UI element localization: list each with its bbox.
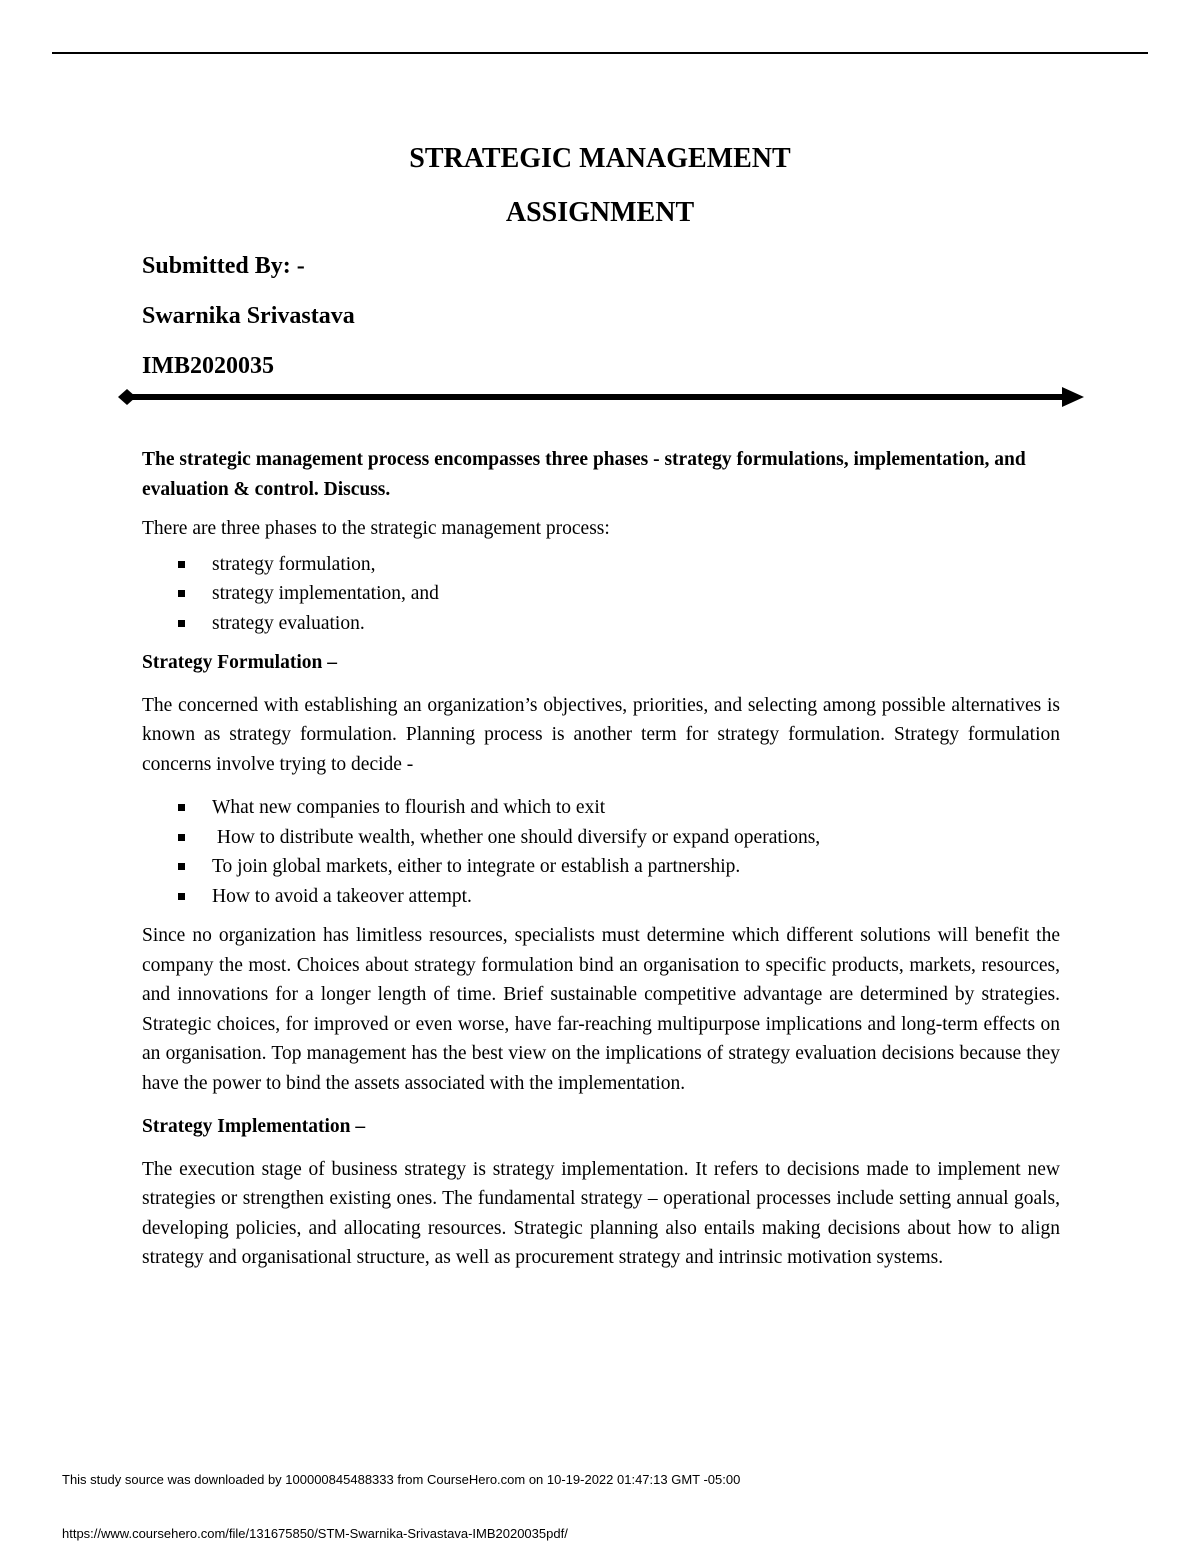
section-heading-implementation: Strategy Implementation – <box>142 1116 366 1137</box>
list-item: strategy evaluation. <box>142 609 1060 639</box>
arrow-head <box>1062 387 1084 407</box>
formulation-paragraph: The concerned with establishing an organization’s objectives, priorities, and selecting among possible alternatives is known as strategy formulation. Planning process is another term for strategy formulation. Strategy formulation concerns involve trying to decide - <box>142 694 1060 775</box>
section-heading-formulation: Strategy Formulation – <box>142 652 337 673</box>
intro-text: There are three phases to the strategic management process: <box>142 518 610 539</box>
formulation-paragraph-2: Since no organization has limitless resources, specialists must determine which different solutions will benefit the company the most. Choices about strategy formulation bind an organisation to specific products, markets, resources, and innovations for a longer length of time. Brief sustainable competitive advantage are determined by strategies. Strategic choices, for improved or even worse, have far-reaching multipurpose implications and long-term effects on an organisation. Top management has the best view on the implications of strategy evaluation decisions because they have the power to bind the assets associated with the implementation. <box>142 925 1060 1094</box>
list-item: To join global markets, either to integrate or establish a partnership. <box>142 852 1060 882</box>
download-notice: This study source was downloaded by 100000845488333 from CourseHero.com on 10-19-2022 01:47:13 GMT -05:00 <box>62 1472 741 1487</box>
top-rule <box>52 52 1148 54</box>
list-item: strategy formulation, <box>142 550 1060 580</box>
document-body <box>142 445 1060 1287</box>
list-item: strategy implementation, and <box>142 579 1060 609</box>
list-item: How to distribute wealth, whether one should diversify or expand operations, <box>142 823 1060 853</box>
formulation-decisions-list <box>142 793 1060 911</box>
submitted-by-label: Submitted By: - <box>142 253 305 279</box>
divider-arrow <box>118 384 1086 410</box>
author-name: Swarnika Srivastava <box>142 303 355 329</box>
phases-list <box>142 550 1060 639</box>
list-item: What new companies to flourish and which to exit <box>142 793 1060 823</box>
list-item: How to avoid a takeover attempt. <box>142 882 1060 912</box>
source-url: https://www.coursehero.com/file/131675850/STM-Swarnika-Srivastava-IMB2020035pdf/ <box>62 1526 568 1541</box>
roll-number: IMB2020035 <box>142 353 274 379</box>
arrow-shaft <box>128 394 1064 400</box>
document-title: STRATEGIC MANAGEMENT <box>409 143 791 174</box>
implementation-paragraph: The execution stage of business strategy is strategy implementation. It refers to decisions made to implement new strategies or strengthen existing ones. The fundamental strategy – operational processes include setting annual goals, developing policies, and allocating resources. Strategic planning also entails making decisions about how to align strategy and organisational structure, as well as procurement strategy and intrinsic motivation systems. <box>142 1158 1060 1268</box>
document-subtitle: ASSIGNMENT <box>505 197 695 228</box>
question-prompt: The strategic management process encompasses three phases - strategy formulations, implementation, and evaluation & control. Discuss. <box>142 449 1026 500</box>
